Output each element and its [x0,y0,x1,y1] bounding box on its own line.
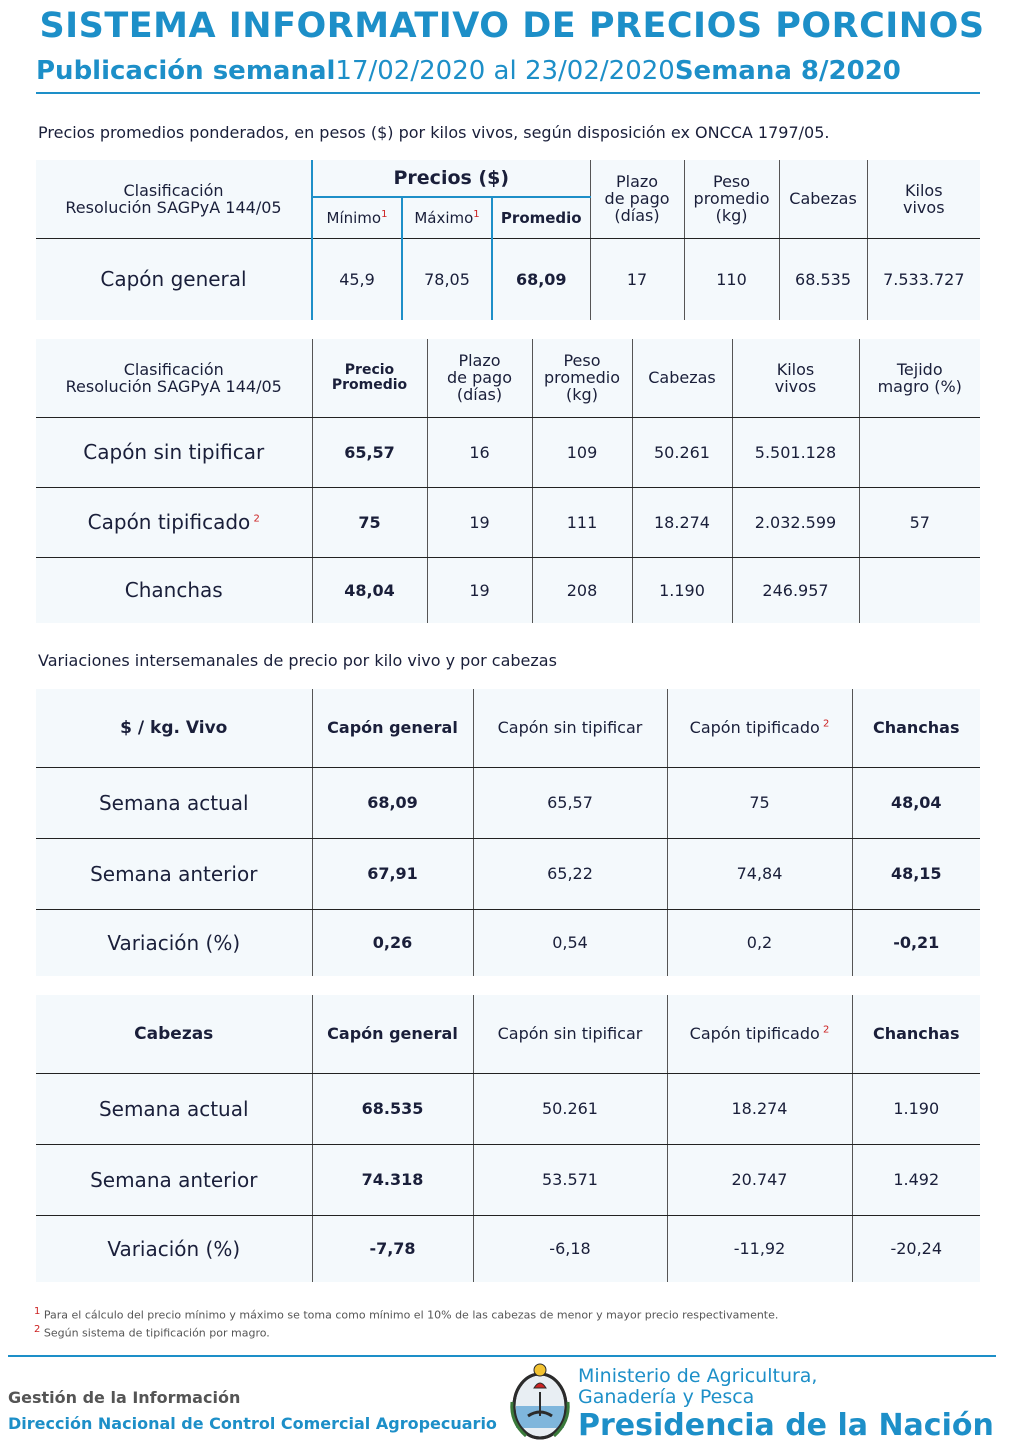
cell-kilos: 246.957 [732,557,859,623]
col-header: Capón general [312,689,473,767]
row-name: Semana actual [36,767,312,838]
peso-line2: promedio [693,189,770,209]
footnote-mark-1: 1 [473,208,480,220]
cell: 20.747 [667,1144,852,1215]
cell: 1.190 [852,1073,980,1144]
classification-header [36,160,312,238]
publication-label: Publicación semanal [36,56,336,86]
plazo-line1: Plazo [458,351,501,371]
row-name: Semana anterior [36,1144,312,1215]
col-header: Capón general [312,995,473,1073]
precio-line1: Precio [344,361,395,378]
prices-table [36,160,980,320]
col-header: Chanchas [852,689,980,767]
cell: -7,78 [312,1215,473,1282]
footnote-mark-1: 1 [381,208,388,220]
cell-tejido: 57 [859,487,980,557]
prom-header: Promedio [492,197,590,238]
cell-plazo: 19 [427,557,532,623]
peso-line3: (kg) [715,206,748,226]
precios-header: Precios ($) [312,160,590,197]
classification-line2: Resolución SAGPyA 144/05 [65,376,282,396]
cell: 0,26 [312,909,473,976]
peso-header [684,160,779,238]
cell: 74,84 [667,838,852,909]
row-name: Chanchas [36,557,312,623]
cell-plazo: 16 [427,417,532,487]
col-header: Capón sin tipificar [473,689,667,767]
corner-header: Cabezas [36,995,312,1073]
cell: 50.261 [473,1073,667,1144]
kilos-header [867,160,980,238]
table-row [36,487,980,557]
cell-peso: 109 [532,417,632,487]
peso-line2: promedio [544,368,620,388]
ministry-name [578,1366,817,1408]
national-seal-icon [506,1362,574,1442]
cell-tejido [859,557,980,623]
cell: 65,22 [473,838,667,909]
cell-prom: 68,09 [492,238,590,320]
plazo-line3: (días) [614,206,660,226]
row-name: Capón sin tipificar [36,417,312,487]
classification-table [36,339,980,623]
col-header: Capón sin tipificar [473,995,667,1073]
cell-kilos: 2.032.599 [732,487,859,557]
footer-gestion: Gestión de la Información [8,1388,241,1407]
col-header: Chanchas [852,995,980,1073]
classification-line1: Clasificación [123,180,224,200]
week-label: Semana 8/2020 [674,56,901,86]
cell-peso: 111 [532,487,632,557]
table-row [36,1073,980,1144]
kilos-line1: Kilos [776,359,815,379]
cell: -6,18 [473,1215,667,1282]
cell: 18.274 [667,1073,852,1144]
footnote-mark-2: 2 [819,1024,830,1036]
footnote-1-text: Para el cálculo del precio mínimo y máximo se toma como mínimo el 10% de las cabezas de menor y mayor precio respectivamente. [43,1308,779,1322]
peso-header [532,339,632,417]
table-row [36,1144,980,1215]
precio-header [312,339,427,417]
footnote-2 [34,1323,778,1341]
col-header-cell [667,689,852,767]
tejido-header [859,339,980,417]
variations-title: Variaciones intersemanales de precio por kilo vivo y por cabezas [38,651,557,670]
classification-line1: Clasificación [123,359,224,379]
min-header [312,197,402,238]
head-variation-table [36,995,980,1282]
cell-peso: 110 [684,238,779,320]
tejido-line2: magro (%) [877,376,962,396]
tejido-line1: Tejido [896,359,943,379]
cell: 74.318 [312,1144,473,1215]
kilos-line2: vivos [903,197,945,217]
cell-precio: 75 [312,487,427,557]
col-header: Capón tipificado [689,718,820,738]
col-header: Capón tipificado [689,1024,820,1044]
cabezas-header: Cabezas [632,339,732,417]
cell-plazo: 19 [427,487,532,557]
cell-tejido [859,417,980,487]
table-row [36,909,980,976]
cell: 48,15 [852,838,980,909]
plazo-header [590,160,684,238]
cell: -11,92 [667,1215,852,1282]
cell-kilos: 7.533.727 [867,238,980,320]
cell: 53.571 [473,1144,667,1215]
footnote-mark-2: 2 [250,513,260,525]
cell: 67,91 [312,838,473,909]
cell: -20,24 [852,1215,980,1282]
cell-min: 45,9 [312,238,402,320]
table-row [36,838,980,909]
table-row [36,767,980,838]
cell: 48,04 [852,767,980,838]
ministry-line1: Ministerio de Agricultura, [578,1365,818,1387]
footnote-mark-2: 2 [34,1323,41,1335]
classification-header [36,339,312,417]
cell-precio: 48,04 [312,557,427,623]
max-label: Máximo [414,208,474,227]
cell: -0,21 [852,909,980,976]
row-name: Semana actual [36,1073,312,1144]
classification-line2: Resolución SAGPyA 144/05 [65,197,282,217]
footnote-mark-1: 1 [34,1306,41,1317]
cell-cabezas: 1.190 [632,557,732,623]
cabezas-header: Cabezas [779,160,867,238]
plazo-line3: (días) [456,385,503,405]
corner-header: $ / kg. Vivo [36,689,312,767]
peso-line1: Peso [563,351,601,371]
presidency-name: Presidencia de la Nación [578,1408,994,1443]
cell-cabezas: 18.274 [632,487,732,557]
cell: 65,57 [473,767,667,838]
price-variation-table [36,689,980,976]
peso-line3: (kg) [566,385,598,405]
footnote-mark-2: 2 [819,718,830,730]
cell-kilos: 5.501.128 [732,417,859,487]
table-row [36,417,980,487]
min-label: Mínimo [326,208,382,227]
publication-line [36,56,901,86]
footnotes [34,1305,778,1340]
precio-line2: Promedio [331,376,408,393]
cell: 0,2 [667,909,852,976]
plazo-line1: Plazo [615,172,659,192]
kilos-line2: vivos [774,376,817,396]
footer-divider [8,1355,996,1357]
intro-text: Precios promedios ponderados, en pesos ($) por kilos vivos, según disposición ex ONCCA 1797/05. [38,123,830,142]
cell: 68,09 [312,767,473,838]
plazo-header [427,339,532,417]
header-divider [36,92,980,94]
cell-cabezas: 68.535 [779,238,867,320]
plazo-line2: de pago [447,368,512,388]
cell-precio: 65,57 [312,417,427,487]
cell: 1.492 [852,1144,980,1215]
cell: 0,54 [473,909,667,976]
cell: 68.535 [312,1073,473,1144]
cell-cabezas: 50.261 [632,417,732,487]
cell-plazo: 17 [590,238,684,320]
row-name: Variación (%) [36,1215,312,1282]
col-header-cell [667,995,852,1073]
publication-dates: 17/02/2020 al 23/02/2020 [335,56,675,86]
cell-max: 78,05 [402,238,492,320]
row-name: Semana anterior [36,838,312,909]
row-name: Variación (%) [36,909,312,976]
row-name: Capón general [36,238,312,320]
table-row [36,557,980,623]
kilos-line1: Kilos [905,180,943,200]
table-row [36,1215,980,1282]
footnote-1 [34,1305,778,1323]
page-title: SISTEMA INFORMATIVO DE PRECIOS PORCINOS [39,6,985,46]
max-header [402,197,492,238]
cell: 75 [667,767,852,838]
peso-line1: Peso [713,172,751,192]
row-name: Capón tipificado [87,510,251,534]
footnote-2-text: Según sistema de tipificación por magro. [43,1326,270,1340]
cell-peso: 208 [532,557,632,623]
plazo-line2: de pago [604,189,670,209]
kilos-header [732,339,859,417]
ministry-line2: Ganadería y Pesca [578,1386,755,1408]
footer-direccion: Dirección Nacional de Control Comercial Agropecuario [8,1414,497,1433]
row-name-cell [36,487,312,557]
